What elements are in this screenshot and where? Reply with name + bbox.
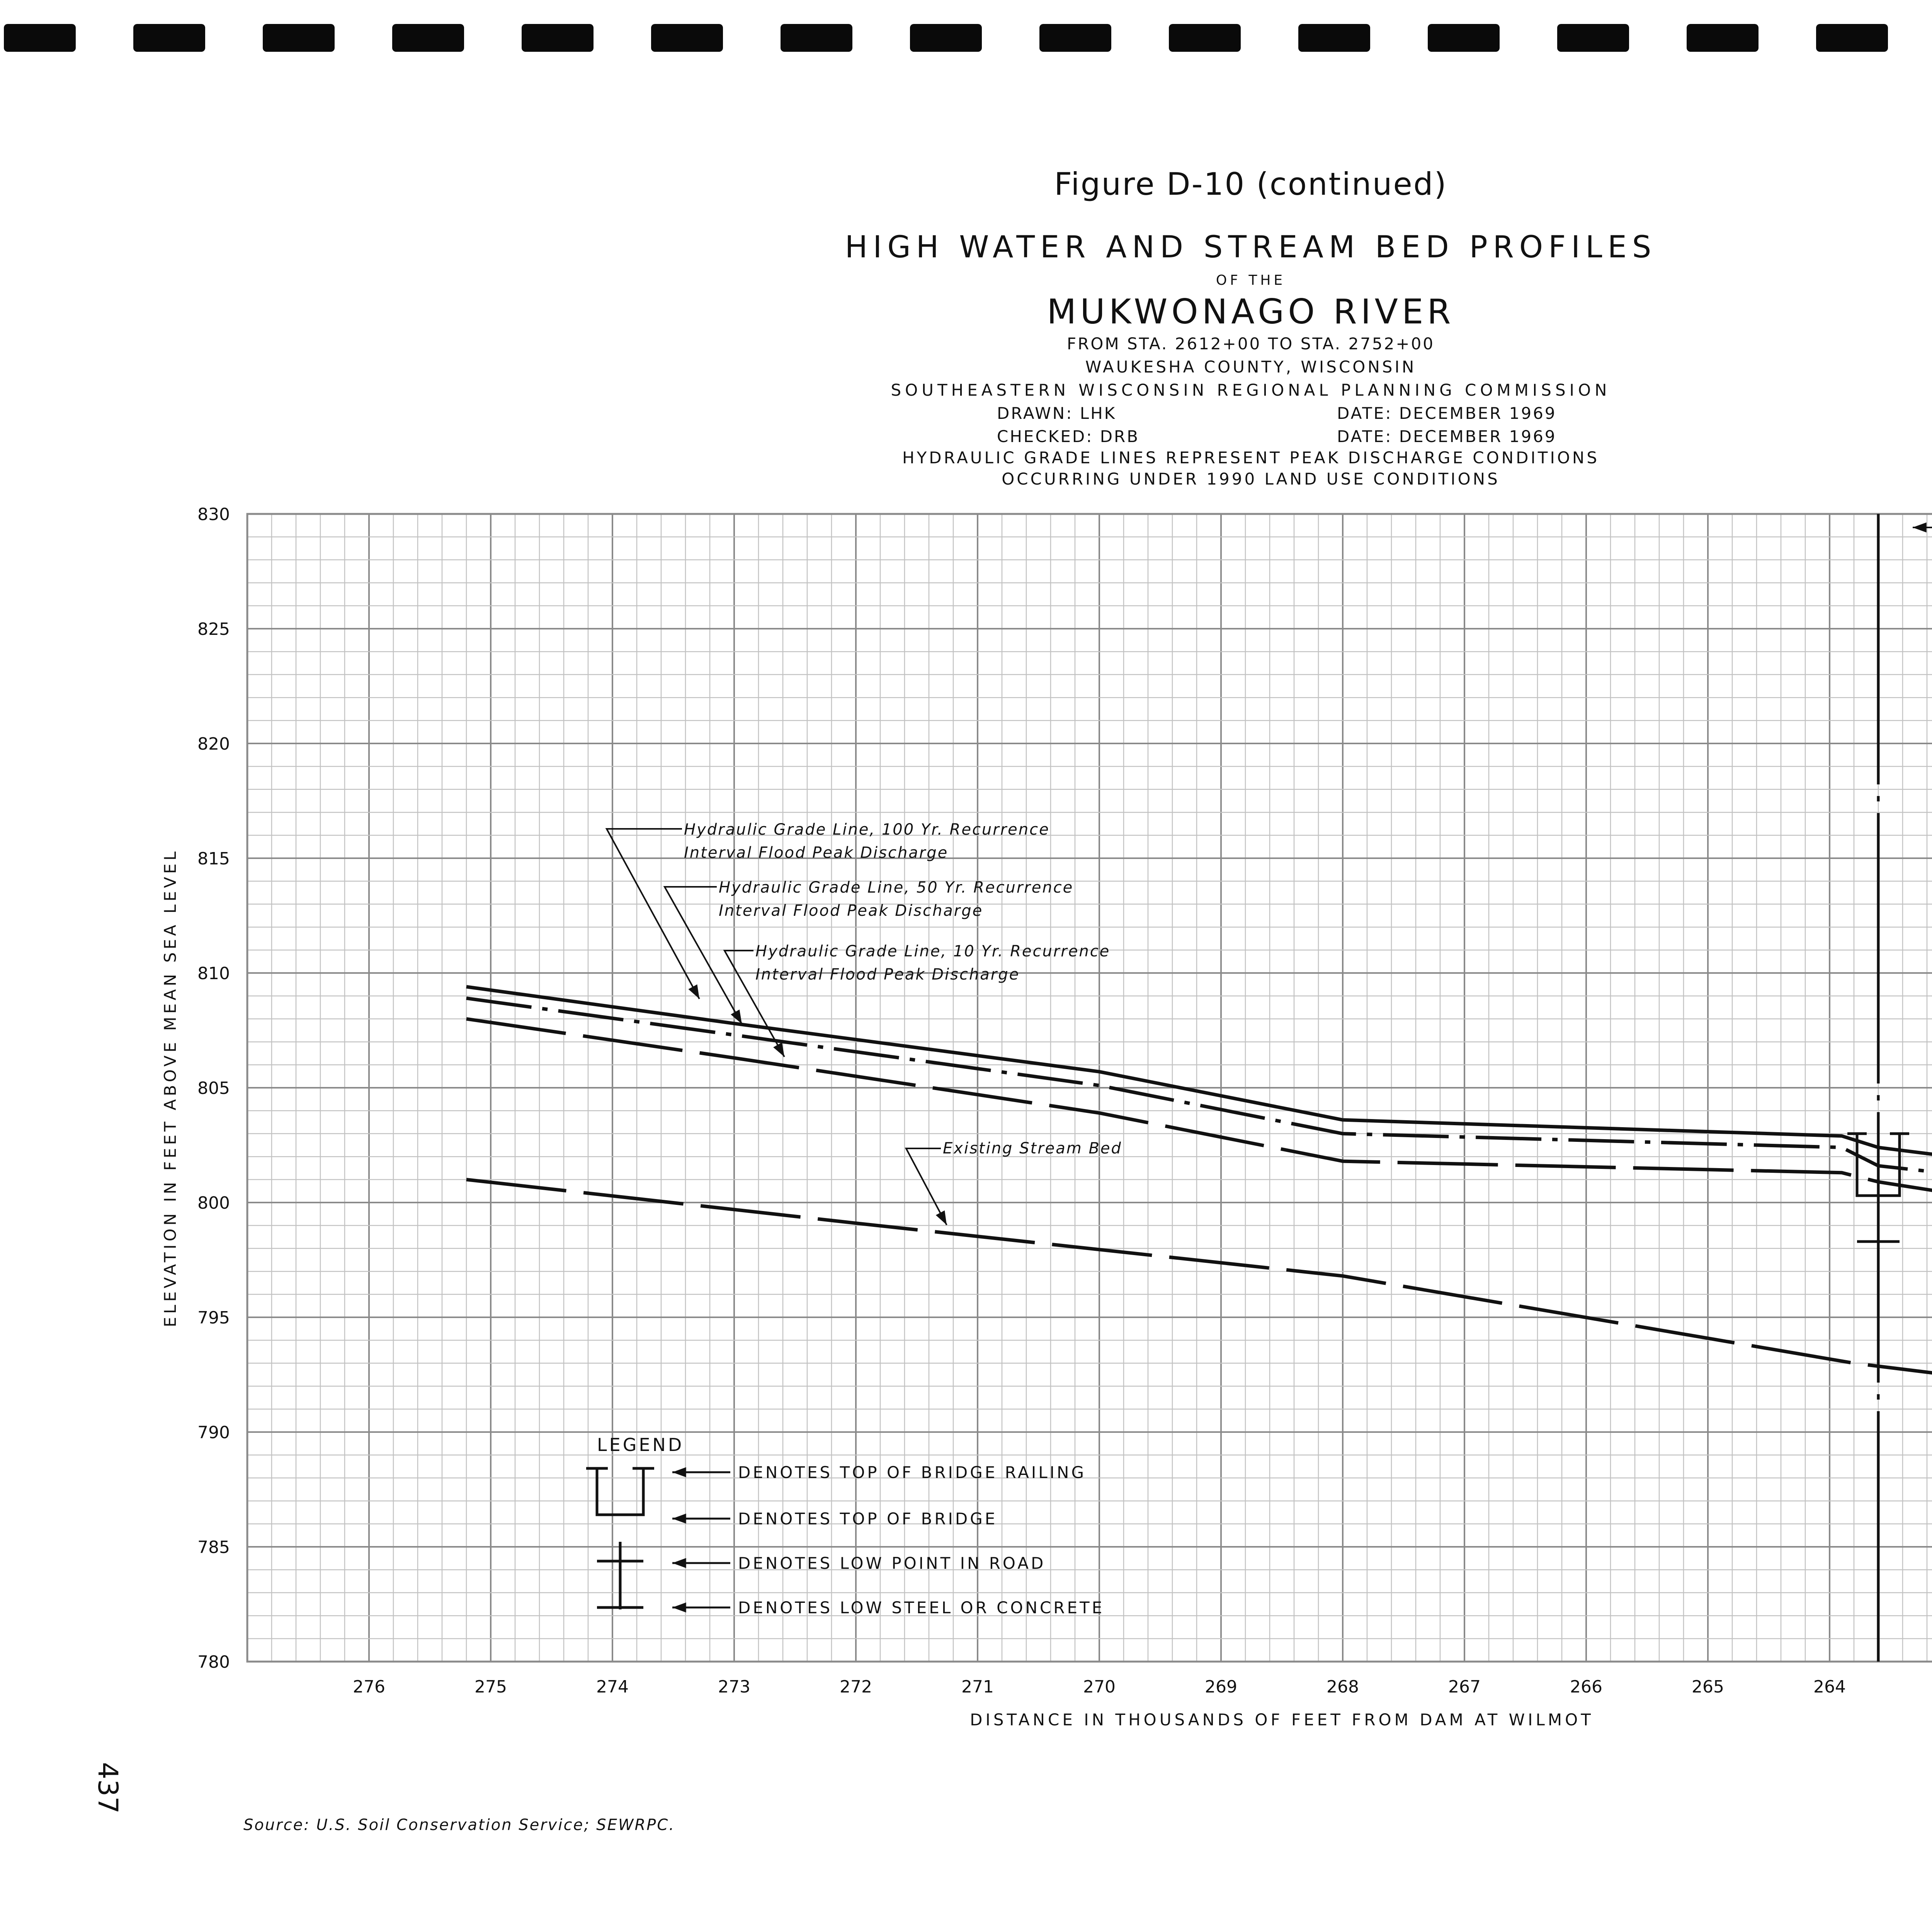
annotation-hgl50: Hydraulic Grade Line, 50 Yr. Recurrence bbox=[719, 879, 1074, 896]
figure-title: HIGH WATER AND STREAM BED PROFILES bbox=[845, 230, 1657, 265]
annotation-hgl100: Interval Flood Peak Discharge bbox=[684, 844, 949, 862]
x-tick-label: 268 bbox=[1327, 1677, 1359, 1697]
x-tick-label: 270 bbox=[1083, 1677, 1116, 1697]
x-tick-label: 269 bbox=[1205, 1677, 1237, 1697]
legend-title: LEGEND bbox=[597, 1434, 684, 1455]
river-name: MUKWONAGO RIVER bbox=[1047, 292, 1455, 332]
hgl-10-line bbox=[466, 1019, 1932, 1228]
annotation-stream-bed: Existing Stream Bed bbox=[943, 1140, 1122, 1157]
annotation-hgl10: Hydraulic Grade Line, 10 Yr. Recurrence bbox=[755, 942, 1111, 960]
y-tick-label-left: 805 bbox=[197, 1078, 230, 1098]
figure-label: Figure D-10 (continued) bbox=[1054, 166, 1447, 202]
station-range: FROM STA. 2612+00 TO STA. 2752+00 bbox=[1067, 334, 1435, 353]
x-tick-label: 267 bbox=[1448, 1677, 1481, 1697]
checked-date: DATE: DECEMBER 1969 bbox=[1337, 427, 1557, 446]
y-tick-label-left: 825 bbox=[197, 619, 230, 639]
arrowhead-sta2636 bbox=[1913, 522, 1927, 532]
grade-line-note-2: OCCURRING UNDER 1990 LAND USE CONDITIONS bbox=[1002, 469, 1500, 488]
y-tick-label-left: 790 bbox=[197, 1423, 230, 1442]
x-tick-label: 264 bbox=[1813, 1677, 1846, 1697]
y-tick-label-left: 820 bbox=[197, 734, 230, 754]
checked-by: CHECKED: DRB bbox=[997, 427, 1140, 446]
tick-labels bbox=[161, 505, 1932, 1729]
x-tick-label: 266 bbox=[1570, 1677, 1602, 1697]
agency: SOUTHEASTERN WISCONSIN REGIONAL PLANNING COMMISSION bbox=[891, 381, 1611, 400]
x-axis-label: DISTANCE IN THOUSANDS OF FEET FROM DAM AT WILMOT bbox=[970, 1710, 1594, 1729]
drawn-by: DRAWN: LHK bbox=[997, 404, 1117, 423]
arrowhead-stream-bed bbox=[936, 1210, 947, 1225]
y-tick-label-left: 785 bbox=[197, 1538, 230, 1557]
annotation-hgl100: Hydraulic Grade Line, 100 Yr. Recurrence bbox=[684, 821, 1050, 839]
y-tick-label-left: 795 bbox=[197, 1308, 230, 1328]
hgl-100-line bbox=[466, 987, 1932, 1184]
y-tick-label-left: 830 bbox=[197, 505, 230, 524]
county: WAUKESHA COUNTY, WISCONSIN bbox=[1085, 357, 1417, 376]
legend-item-label: DENOTES LOW POINT IN ROAD bbox=[738, 1554, 1046, 1573]
y-tick-label-left: 780 bbox=[197, 1652, 230, 1672]
legend-item-label: DENOTES TOP OF BRIDGE RAILING bbox=[738, 1463, 1087, 1482]
x-tick-label: 272 bbox=[840, 1677, 872, 1697]
y-tick-label-left: 800 bbox=[197, 1193, 230, 1213]
drawn-date: DATE: DECEMBER 1969 bbox=[1337, 404, 1557, 423]
source-note: Source: U.S. Soil Conservation Service; SEWRPC. bbox=[243, 1816, 675, 1834]
y-tick-label-left: 815 bbox=[197, 849, 230, 869]
x-tick-label: 274 bbox=[596, 1677, 629, 1697]
figure-of-the: OF THE bbox=[1216, 272, 1286, 288]
x-tick-label: 275 bbox=[474, 1677, 507, 1697]
x-tick-label: 265 bbox=[1692, 1677, 1724, 1697]
grade-line-note-1: HYDRAULIC GRADE LINES REPRESENT PEAK DISCHARGE CONDITIONS bbox=[902, 448, 1599, 467]
page-number: 437 bbox=[92, 1762, 124, 1814]
x-tick-label: 276 bbox=[353, 1677, 385, 1697]
y-tick-label-left: 810 bbox=[197, 964, 230, 983]
arrowhead-hgl100 bbox=[688, 984, 699, 999]
y-axis-label-left: ELEVATION IN FEET ABOVE MEAN SEA LEVEL bbox=[161, 848, 180, 1327]
annotation-hgl50: Interval Flood Peak Discharge bbox=[719, 902, 983, 920]
x-tick-label: 273 bbox=[718, 1677, 750, 1697]
legend-item-label: DENOTES TOP OF BRIDGE bbox=[738, 1509, 998, 1528]
stream-bed-line bbox=[466, 1180, 1932, 1402]
chart-grid bbox=[247, 514, 1932, 1662]
annotation-hgl10: Interval Flood Peak Discharge bbox=[755, 966, 1020, 983]
x-tick-label: 271 bbox=[961, 1677, 994, 1697]
legend-item-label: DENOTES LOW STEEL OR CONCRETE bbox=[738, 1598, 1105, 1617]
